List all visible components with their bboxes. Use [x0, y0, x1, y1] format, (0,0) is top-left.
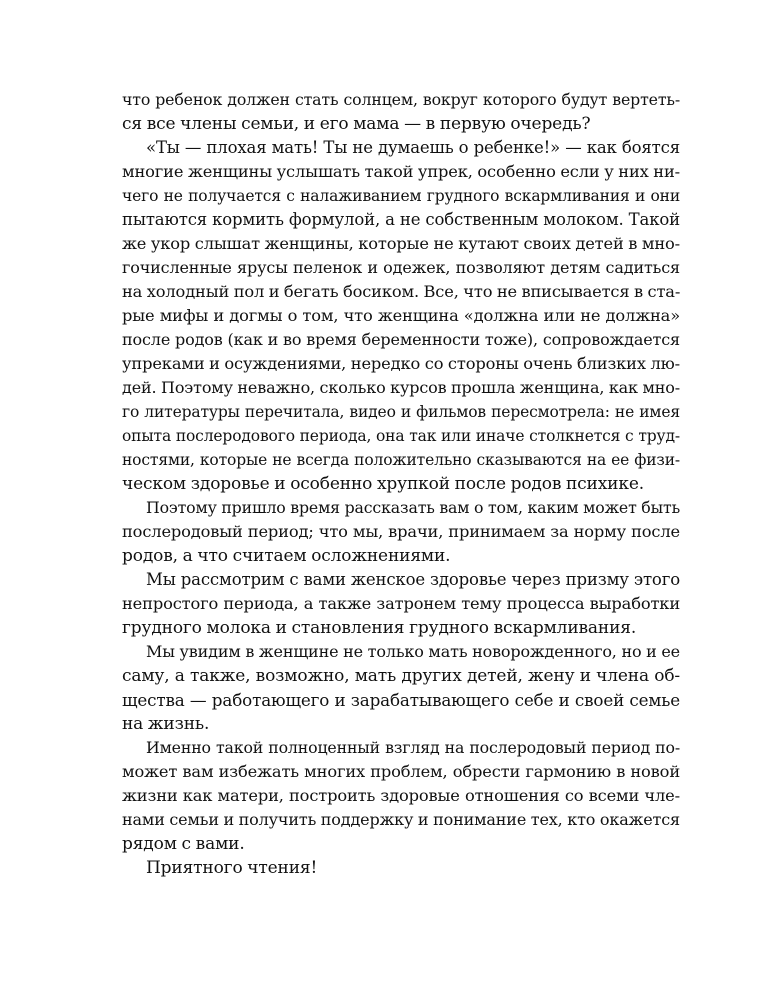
text-line: опыта послеродового периода, она так или иначе столкнется с труд- [122, 427, 680, 445]
text-line: рядом с вами. [122, 834, 245, 854]
paragraph [122, 88, 680, 136]
text-line: ческом здоровье и особенно хрупкой после родов психике. [122, 474, 644, 494]
text-line: гочисленные ярусы пеленок и одежек, позволяют детям садиться [122, 258, 680, 277]
text-line: после родов (как и во время беременности тоже), сопровождается [122, 330, 680, 349]
text-line: нами семьи и получить поддержку и понимание тех, кто окажется [122, 810, 680, 829]
text-line: дей. Поэтому неважно, сколько курсов прошла женщина, как мно- [122, 378, 680, 397]
text-line: ся все члены семьи, и его мама — в первую очередь? [122, 114, 591, 134]
paragraph [122, 640, 680, 736]
text-line: саму, а также, возможно, мать других детей, жену и члена об- [122, 666, 680, 686]
text-line: непростого периода, а также затронем тему процесса выработки [122, 594, 680, 613]
paragraph [122, 496, 680, 568]
text-line: жизни как матери, построить здоровые отношения со всеми чле- [122, 786, 680, 805]
text-line: пытаются кормить формулой, а не собственным молоком. Такой [122, 210, 680, 229]
text-line: на жизнь. [122, 714, 210, 734]
text-line: Именно такой полноценный взгляд на послеродовый период по- [146, 738, 680, 757]
text-line: Приятного чтения! [146, 858, 318, 878]
text-line: многие женщины услышать такой упрек, особенно если у них ни- [122, 162, 680, 181]
page-body [122, 88, 680, 880]
text-line: Поэтому пришло время рассказать вам о том, каким может быть [146, 498, 680, 517]
text-line: рые мифы и догмы о том, что женщина «должна или не должна» [122, 306, 680, 325]
text-line: ностями, которые не всегда положительно сказываются на ее физи- [122, 451, 680, 469]
paragraph [122, 856, 680, 880]
text-line: же укор слышат женщины, которые не кутают своих детей в мно- [122, 234, 680, 253]
text-line: Мы рассмотрим с вами женское здоровье через призму этого [146, 570, 680, 589]
text-line: щества — работающего и зарабатывающего себе и своей семье [122, 690, 680, 710]
text-line: послеродовый период; что мы, врачи, принимаем за норму после [122, 522, 680, 541]
text-line: чего не получается с налаживанием грудного вскармливания и они [122, 187, 680, 205]
text-line: на холодный пол и бегать босиком. Все, что не вписывается в ста- [122, 282, 681, 301]
text-line: Мы увидим в женщине не только мать новорожденного, но и ее [146, 642, 680, 661]
text-line: «Ты — плохая мать! Ты не думаешь о ребенке!» — как боятся [146, 138, 680, 157]
text-line: что ребенок должен стать солнцем, вокруг которого будут вертеть- [122, 90, 680, 109]
text-line: го литературы перечитала, видео и фильмов пересмотрела: не имея [122, 403, 680, 421]
text-line: может вам избежать многих проблем, обрести гармонию в новой [122, 762, 680, 781]
paragraph [122, 568, 680, 640]
paragraph [122, 736, 680, 856]
text-line: родов, а что считаем осложнениями. [122, 546, 451, 566]
text-line: грудного молока и становления грудного вскармливания. [122, 618, 637, 638]
text-line: упреками и осуждениями, нередко со стороны очень близких лю- [122, 354, 680, 373]
paragraph [122, 136, 680, 496]
